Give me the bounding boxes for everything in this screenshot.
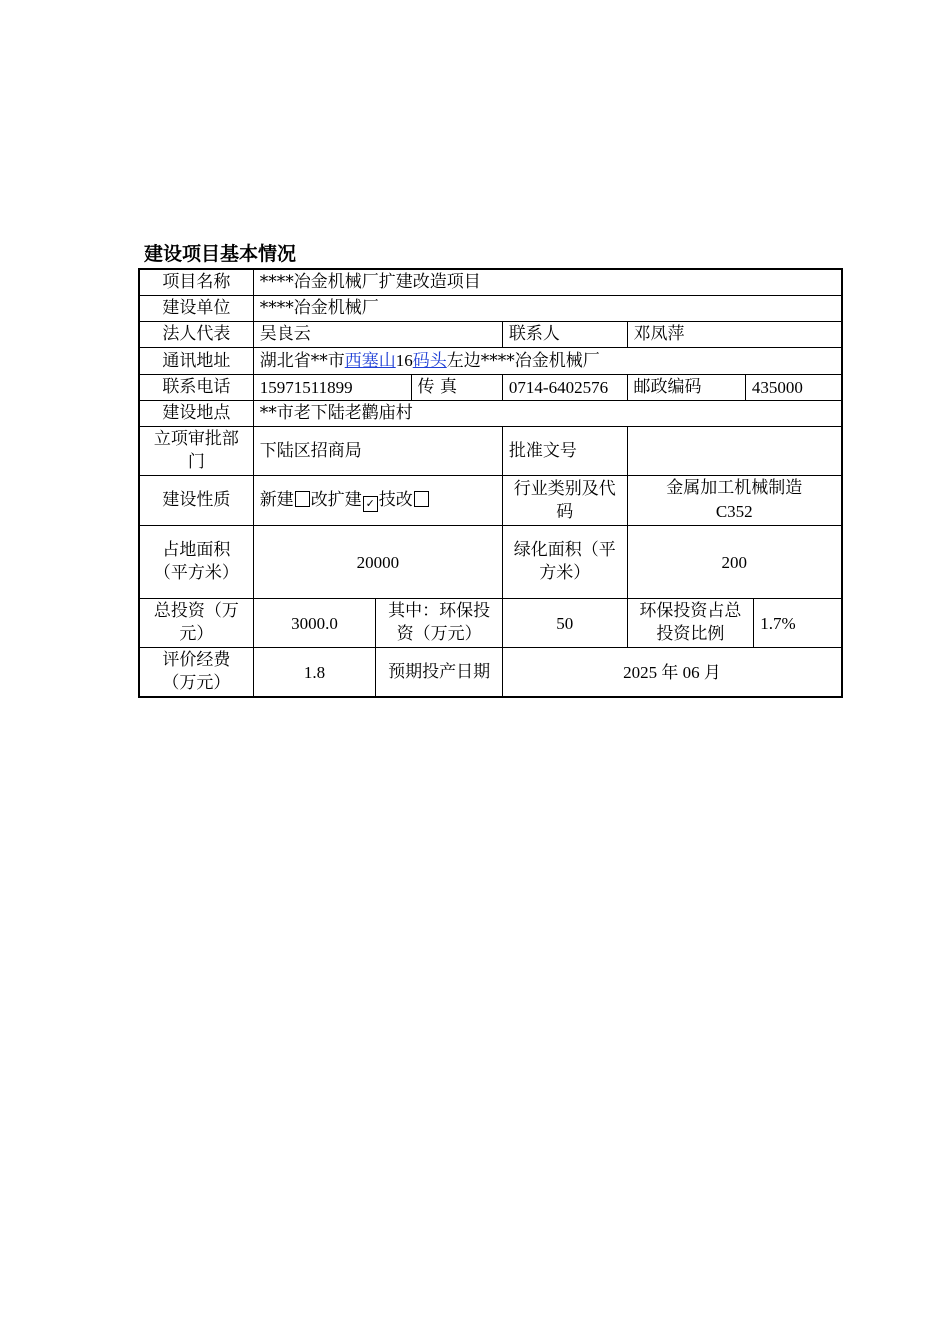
table-row [139,526,842,599]
address-suffix: 左边****冶金机械厂 [446,351,600,371]
eval-fee-value: 1.8 [253,648,376,698]
approval-value: 下陆区招商局 [253,427,502,476]
address-link-matou[interactable]: 码头 [412,351,447,371]
table-row [139,322,842,348]
industry-value [627,476,842,526]
table-row [139,348,842,375]
doc-number-value [627,427,842,476]
zip-label: 邮政编码 [627,375,745,401]
phone-label: 联系电话 [139,375,253,401]
table-row [139,296,842,322]
nature-new-checkbox[interactable] [295,491,310,507]
env-investment-value: 50 [502,599,627,648]
nature-expand-checkbox[interactable]: ✓ [363,496,378,512]
contact-value: 邓凤萍 [627,322,842,348]
address-number: 16 [395,351,413,370]
fax-value: 0714-6402576 [502,375,627,401]
area-value: 20000 [253,526,502,599]
site-label: 建设地点 [139,401,253,427]
industry-code: C352 [715,502,753,521]
contact-label: 联系人 [502,322,627,348]
legal-rep-label: 法人代表 [139,322,253,348]
table-row [139,375,842,401]
green-area-label: 绿化面积（平方米） [502,526,627,599]
production-date-label: 预期投产日期 [376,648,503,698]
nature-new-label: 新建 [259,490,294,510]
table-row [139,599,842,648]
address-value [253,348,842,375]
address-link-xisaishan[interactable]: 西塞山 [344,351,396,371]
page-title: 建设项目基本情况 [144,243,297,265]
approval-label: 立项审批部门 [139,427,253,476]
table-row [139,476,842,526]
industry-name: 金属加工机械制造 [666,478,803,498]
builder-label: 建设单位 [139,296,253,322]
project-name-label: 项目名称 [139,269,253,296]
address-prefix: 湖北省**市 [259,351,345,371]
production-date-value: 2025 年 06 月 [502,648,842,698]
fax-label: 传 真 [411,375,502,401]
legal-rep-value: 吴良云 [253,322,502,348]
nature-renovate-checkbox[interactable] [414,491,429,507]
eval-fee-label: 评价经费（万元） [139,648,253,698]
green-area-value: 200 [627,526,842,599]
table-row [139,401,842,427]
phone-value: 15971511899 [253,375,411,401]
table-row [139,427,842,476]
env-ratio-label: 环保投资占总投资比例 [627,599,754,648]
nature-options [253,476,502,526]
doc-number-label: 批准文号 [502,427,627,476]
investment-label: 总投资（万元） [139,599,253,648]
table-row [139,648,842,698]
project-info-table [138,268,843,698]
table-row [139,269,842,296]
address-label: 通讯地址 [139,348,253,375]
env-ratio-value: 1.7% [754,599,842,648]
industry-label: 行业类别及代码 [502,476,627,526]
zip-value: 435000 [745,375,842,401]
env-investment-label: 其中：环保投资（万元） [376,599,503,648]
site-value: **市老下陆老鹳庙村 [253,401,842,427]
nature-label: 建设性质 [139,476,253,526]
nature-expand-label: 改扩建 [310,490,362,510]
builder-value: ****冶金机械厂 [253,296,842,322]
area-label: 占地面积（平方米） [139,526,253,599]
nature-renovate-label: 技改 [378,490,413,510]
investment-value: 3000.0 [253,599,376,648]
project-name-value: ****冶金机械厂扩建改造项目 [253,269,842,296]
